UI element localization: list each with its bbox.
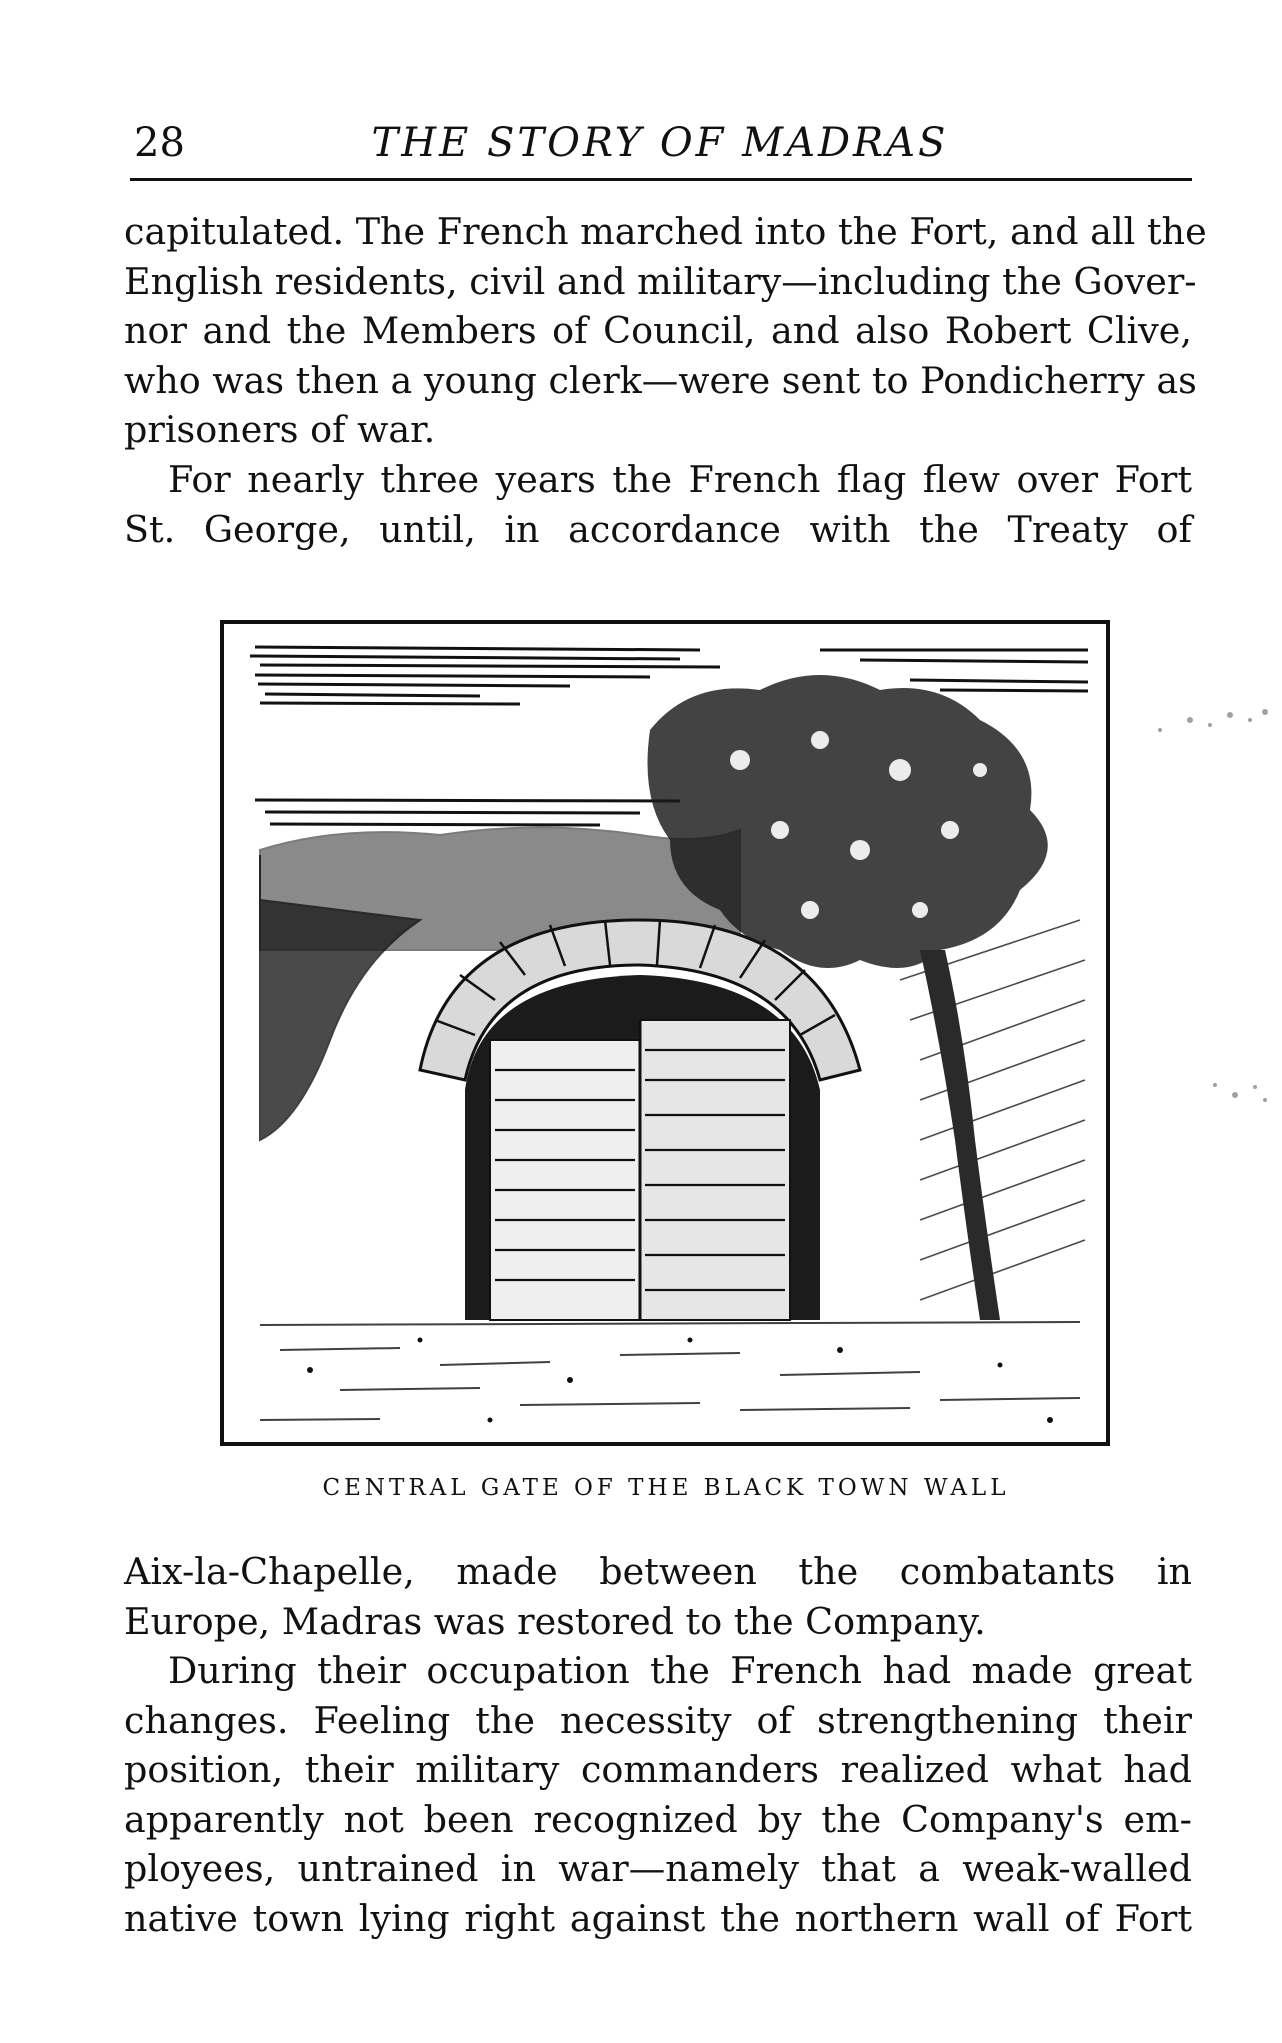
text-line: prisoners of war.: [124, 408, 436, 451]
text-line: apparently not been recognized by the Company's em-: [124, 1797, 1192, 1841]
text-line: For nearly three years the French flag flew over Fort: [168, 458, 1192, 501]
text-line: changes. Feeling the necessity of strengthening their: [124, 1698, 1192, 1742]
text-line: who was then a young clerk—were sent to Pondicherry as: [124, 358, 1197, 402]
text-line: Aix-la-Chapelle, made between the combatants in: [124, 1550, 1192, 1593]
text-line: position, their military commanders realized what had: [124, 1748, 1192, 1791]
text-line: English residents, civil and military—including the Gover-: [124, 259, 1197, 303]
text-line: native town lying right against the northern wall of Fort: [124, 1896, 1192, 1940]
text-line: nor and the Members of Council, and also Robert Clive,: [124, 309, 1192, 352]
paragraph-during-occupation: [124, 1646, 1192, 1943]
scan-speckle: [1140, 690, 1280, 750]
gate-drawing: [220, 620, 1112, 1448]
text-line: St. George, until, in accordance with the Treaty of: [124, 507, 1192, 551]
figure-caption: CENTRAL GATE OF THE BLACK TOWN WALL: [322, 1475, 1010, 1501]
paragraph-french-flag: [124, 455, 1192, 554]
running-title: THE STORY OF MADRAS: [371, 120, 949, 166]
text-line: capitulated. The French marched into the Fort, and all the: [124, 210, 1207, 253]
illustration-gate: [220, 620, 1112, 1448]
text-line: During their occupation the French had made great: [168, 1649, 1192, 1692]
running-head: [130, 112, 1190, 172]
text-line: Europe, Madras was restored to the Company.: [124, 1599, 986, 1643]
text-line: ployees, untrained in war—namely that a weak-walled: [124, 1847, 1192, 1890]
page-number: 28: [134, 120, 185, 166]
header-rule: [130, 178, 1192, 181]
paragraph-capitulated: [124, 207, 1207, 455]
paragraph-aix-la-chapelle: [124, 1547, 1192, 1646]
scan-speckle: [1200, 1065, 1280, 1115]
